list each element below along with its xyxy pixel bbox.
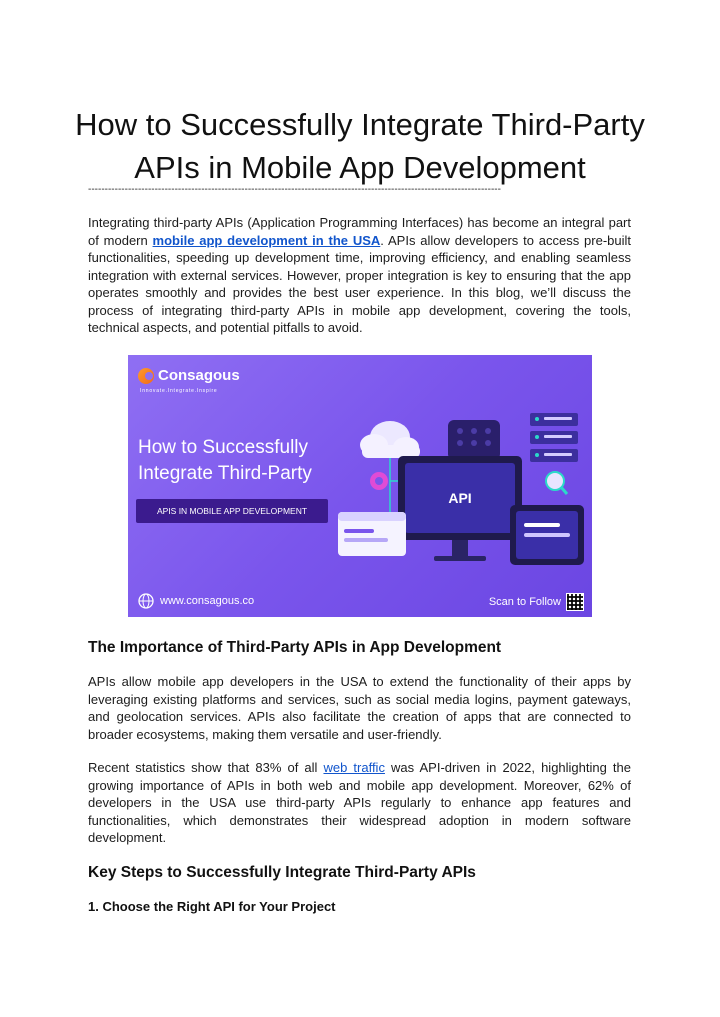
- banner-headline-line1: How to Successfully: [138, 437, 309, 458]
- para2-text-1: Recent statistics show that 83% of all: [88, 760, 324, 775]
- globe-icon: [138, 593, 154, 609]
- intro-text-2: . APIs allow developers to access pre-built functionalities, speeding up development time, improving efficiency, and enabling seamless integration with external services. However, proper integration is key to ensuring that the app operates smoothly and provides the best user experience. In this blog, we’ll discuss the process of integrating third-party APIs in mobile app development, covering the tools, technical aspects, and potential pitfalls to avoid.: [88, 232, 631, 335]
- cloud-icon: [360, 421, 420, 458]
- section-heading-importance: The Importance of Third-Party APIs in App Development: [88, 639, 502, 656]
- api-illustration: [338, 395, 588, 580]
- banner-scan: [489, 593, 584, 611]
- brand-tagline: Innovate.Integrate.Inspire: [140, 388, 218, 394]
- banner-website: [138, 593, 254, 609]
- divider-line: ----------------------------------------------------------------------------------------------------------------------------: [88, 184, 501, 195]
- scan-label: Scan to Follow: [488, 596, 561, 608]
- article-banner-image: [128, 355, 592, 617]
- server-stack-icon: [530, 413, 578, 462]
- para2-text-2: was API-driven in 2022, highlighting the growing importance of APIs in both web and mobile app development. Moreover, 62% of developers in the USA use third-party APIs regularly to enhance app features and functionalities, which demonstrates their widespread adoption in modern software development.: [88, 760, 631, 845]
- gear-icon: [370, 472, 388, 490]
- consagous-logo-icon: [138, 368, 154, 384]
- page-title: How to Successfully Integrate Third-Party APIs in Mobile App Development: [75, 107, 645, 185]
- web-traffic-link[interactable]: web traffic: [323, 760, 385, 775]
- monitor-api-label: API: [448, 490, 472, 506]
- section1-paragraph1: APIs allow mobile app developers in the USA to extend the functionality of their apps by leveraging existing platforms and services, such as social media logins, payment gateways, and geolocation services. APIs also facilitate the creation of apps that are connected to broader ecosystems, making them versatile and user-friendly.: [88, 674, 631, 742]
- consagous-logo: [138, 367, 240, 384]
- banner-headline: [138, 435, 348, 487]
- step1-heading: 1. Choose the Right API for Your Project: [88, 899, 336, 914]
- section-heading-key-steps: Key Steps to Successfully Integrate Third-Party APIs: [88, 864, 476, 881]
- banner-subtitle-pill: APIS IN MOBILE APP DEVELOPMENT: [136, 499, 328, 523]
- brand-name: Consagous: [158, 367, 240, 384]
- section1-paragraph2: [88, 759, 631, 847]
- magnifier-icon: [546, 472, 567, 494]
- keypad-icon: [448, 420, 500, 460]
- intro-text-1: Integrating third-party APIs (Application Programming Interfaces) has become an integral part of modern: [88, 215, 631, 248]
- tablet-icon: [510, 505, 584, 565]
- website-text: www.consagous.co: [160, 595, 255, 607]
- qr-code-icon: [566, 593, 584, 611]
- intro-paragraph: [88, 214, 631, 337]
- browser-window-icon: [338, 512, 406, 556]
- monitor-icon: [398, 456, 522, 561]
- mobile-app-development-link[interactable]: mobile app development in the USA: [152, 232, 381, 248]
- banner-headline-line2: Integrate Third-Party: [138, 463, 312, 484]
